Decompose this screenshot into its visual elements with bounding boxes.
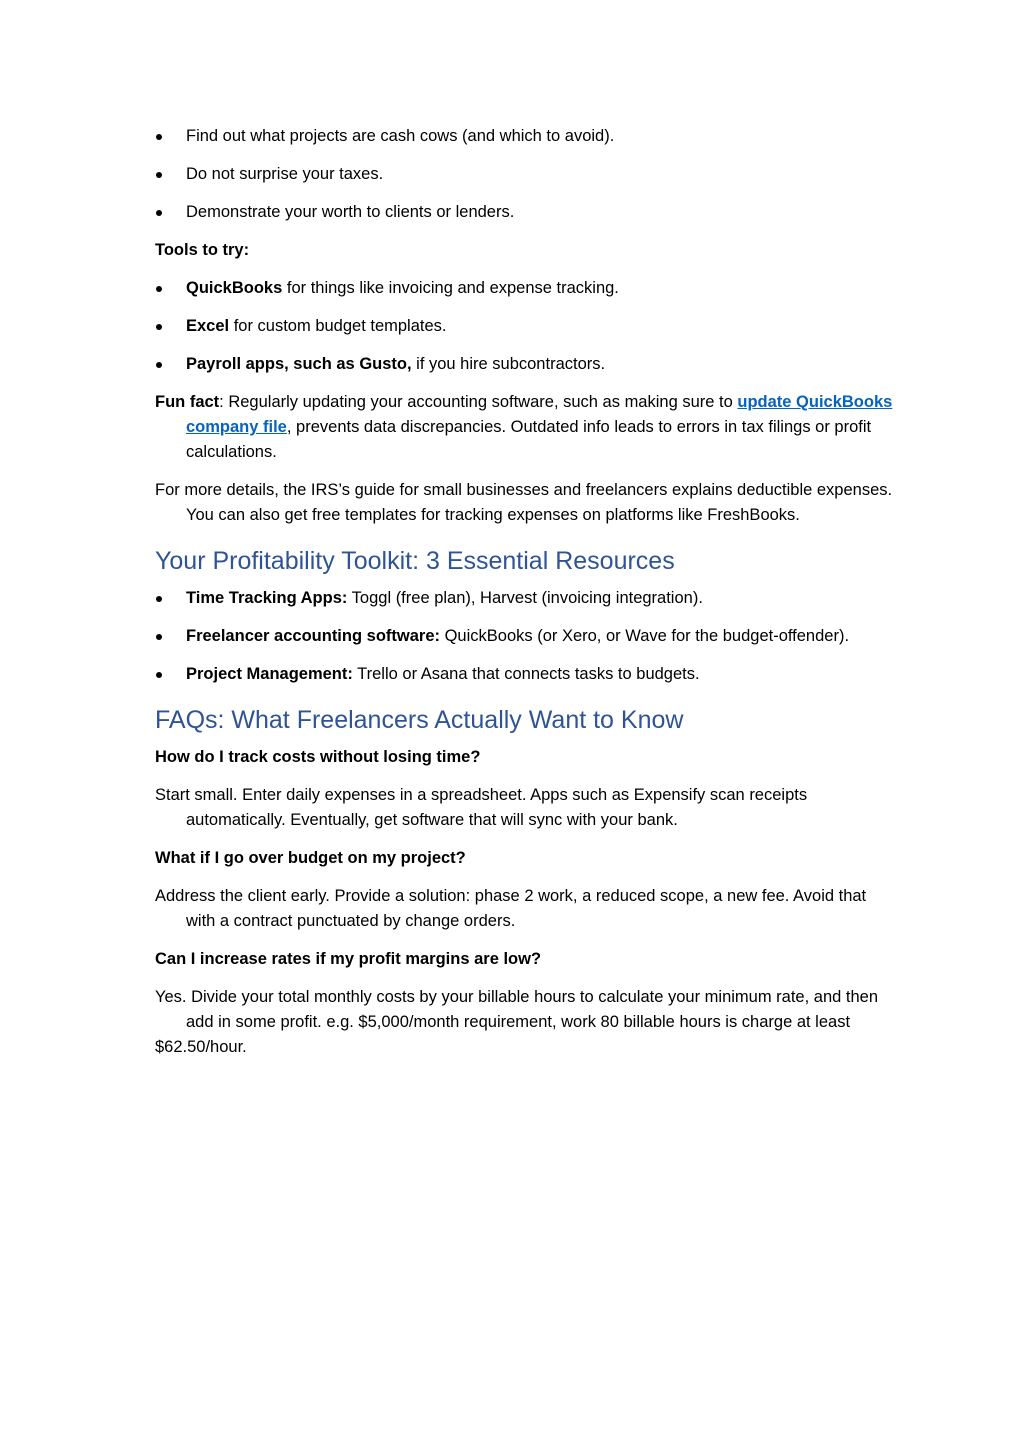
bullet-icon [156,324,162,330]
faq-answer: Yes. Divide your total monthly costs by your billable hours to calculate your minimum rate, and then add in some profit. e.g. $5,000/month requirement, work 80 billable hours is charge at least [155,988,878,1031]
list-item [155,124,895,149]
list-item [155,662,895,687]
faq-question: What if I go over budget on my project? [155,849,466,867]
resource-description: QuickBooks (or Xero, or Wave for the budget-offender). [440,627,850,645]
faq-question: Can I increase rates if my profit margins are low? [155,950,542,968]
list-item-text: Demonstrate your worth to clients or lenders. [186,203,515,221]
faq-answer: Start small. Enter daily expenses in a spreadsheet. Apps such as Expensify scan receipts automatically. Eventually, get software that will sync with your bank. [155,786,808,829]
fun-fact-paragraph [155,390,895,465]
company-file-link[interactable]: company file [186,418,287,436]
fun-fact-text: : Regularly updating your accounting software, such as making sure to [219,393,738,411]
bullet-icon [156,596,162,602]
bullet-icon [156,210,162,216]
faq-question: How do I track costs without losing time? [155,748,481,766]
fun-fact-text-end: , prevents data discrepancies. Outdated info leads to errors in tax filings or profit calculations. [186,418,872,461]
bullet-icon [156,362,162,368]
bullet-icon [156,672,162,678]
toolkit-heading: Your Profitability Toolkit: 3 Essential Resources [155,547,675,575]
fun-fact-label: Fun fact [155,393,220,411]
resource-description: Toggl (free plan), Harvest (invoicing integration). [347,589,703,607]
tool-name: Excel [186,317,230,335]
list-item [155,352,895,377]
more-details-paragraph: For more details, the IRS’s guide for small businesses and freelancers explains deductible expenses. You can also get free templates for tracking expenses on platforms like FreshBooks. [155,481,893,524]
bullet-icon [156,172,162,178]
resource-description: Trello or Asana that connects tasks to budgets. [352,665,700,683]
list-item [155,314,895,339]
resource-name: Project Management: [186,665,353,683]
bullet-icon [156,286,162,292]
list-item [155,162,895,187]
faq-answer: Address the client early. Provide a solution: phase 2 work, a reduced scope, a new fee. Avoid that with a contract punctuated by change orders. [155,887,867,930]
list-item [155,200,895,225]
list-item-text: Find out what projects are cash cows (and which to avoid). [186,127,615,145]
faqs-heading: FAQs: What Freelancers Actually Want to Know [155,706,684,734]
tool-name: QuickBooks [186,279,283,297]
document-page [155,124,895,1060]
tool-description: for custom budget templates. [229,317,447,335]
tool-description: if you hire subcontractors. [411,355,606,373]
tools-heading: Tools to try: [155,241,250,259]
bullet-icon [156,634,162,640]
list-item [155,624,895,649]
update-quickbooks-link[interactable]: update QuickBooks [737,393,893,411]
tool-description: for things like invoicing and expense tracking. [282,279,619,297]
list-item [155,276,895,301]
resource-name: Time Tracking Apps: [186,589,348,607]
bullet-icon [156,134,162,140]
list-item-text: Do not surprise your taxes. [186,165,384,183]
faq-answer-tail: $62.50/hour. [155,1038,247,1056]
list-item [155,586,895,611]
tool-name: Payroll apps, such as Gusto, [186,355,412,373]
resource-name: Freelancer accounting software: [186,627,440,645]
